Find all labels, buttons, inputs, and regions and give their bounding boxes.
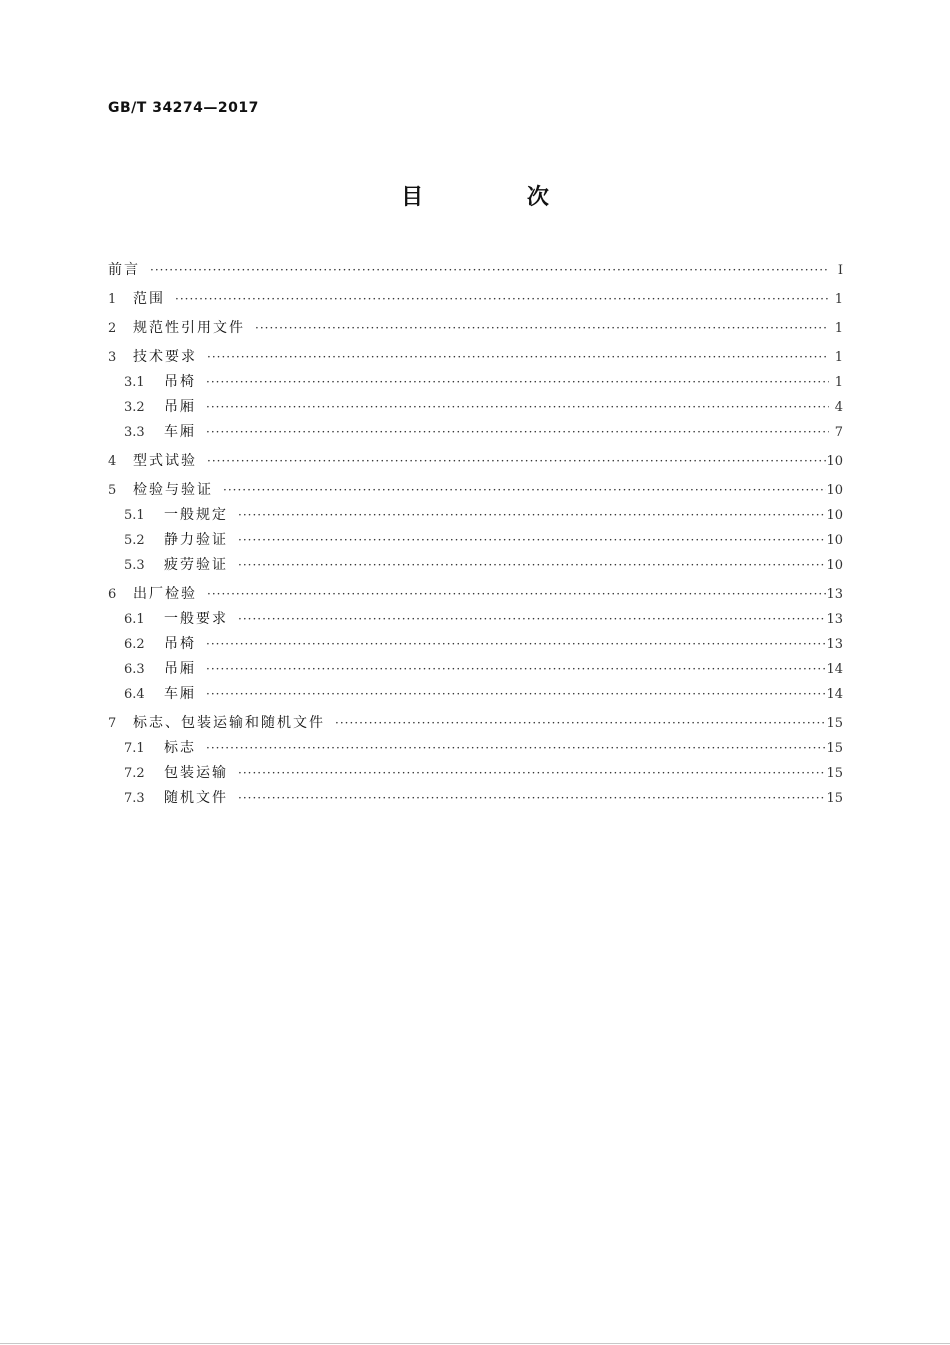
toc-entry-label: 吊厢 (164, 399, 196, 415)
toc-entry-page: 10 (826, 508, 843, 523)
toc-entry-number: 7.3 (124, 791, 145, 806)
toc-entry-page: 1 (834, 375, 843, 390)
toc-entry-page: 15 (826, 741, 843, 756)
toc-entry[interactable] (108, 607, 843, 632)
toc-entry-page: 10 (826, 533, 843, 548)
toc-entry[interactable] (108, 736, 843, 761)
toc-entry-page: 14 (826, 687, 843, 702)
toc-entry-number: 5 (108, 483, 117, 498)
toc-leader-dots (232, 786, 826, 811)
toc-entry-number: 6.4 (124, 687, 145, 702)
table-of-contents (108, 258, 843, 811)
toc-entry-page: 1 (834, 292, 843, 307)
toc-leader-dots (232, 761, 826, 786)
toc-entry-page: 4 (834, 400, 843, 415)
toc-entry-label: 吊椅 (164, 374, 196, 390)
standard-code: GB/T 34274—2017 (108, 100, 259, 116)
toc-entry-page: 15 (826, 716, 843, 731)
toc-entry[interactable] (108, 420, 843, 445)
toc-entry-label: 范围 (133, 291, 165, 307)
toc-entry-number: 3.3 (124, 425, 145, 440)
toc-leader-dots (201, 345, 829, 370)
toc-leader-dots (201, 582, 826, 607)
toc-entry[interactable] (108, 287, 843, 312)
toc-leader-dots (200, 682, 826, 707)
toc-entry-number: 7 (108, 716, 117, 731)
toc-leader-dots (217, 478, 826, 503)
toc-leader-dots (200, 736, 826, 761)
toc-entry[interactable] (108, 258, 843, 283)
toc-entry-label: 疲劳验证 (164, 557, 228, 573)
bottom-divider (0, 1343, 950, 1344)
toc-entry-number: 1 (108, 292, 117, 307)
toc-entry-label: 吊厢 (164, 661, 196, 677)
toc-entry[interactable] (108, 711, 843, 736)
toc-leader-dots (232, 607, 826, 632)
toc-leader-dots (232, 503, 826, 528)
toc-leader-dots (144, 258, 829, 283)
toc-entry[interactable] (108, 528, 843, 553)
toc-leader-dots (200, 395, 829, 420)
toc-entry[interactable] (108, 316, 843, 341)
toc-entry-number: 3.1 (124, 375, 145, 390)
toc-entry-page: Ⅰ (837, 263, 843, 278)
toc-entry-label: 随机文件 (164, 790, 228, 806)
toc-entry-label: 标志 (164, 740, 196, 756)
toc-entry[interactable] (108, 632, 843, 657)
toc-leader-dots (169, 287, 829, 312)
toc-leader-dots (329, 711, 826, 736)
toc-entry[interactable] (108, 786, 843, 811)
toc-entry-label: 静力验证 (164, 532, 228, 548)
toc-leader-dots (200, 420, 829, 445)
toc-entry[interactable] (108, 761, 843, 786)
toc-entry-number: 6 (108, 587, 117, 602)
toc-entry-number: 5.1 (124, 508, 145, 523)
toc-leader-dots (249, 316, 829, 341)
toc-entry-label: 前言 (108, 262, 140, 278)
toc-entry-label: 吊椅 (164, 636, 196, 652)
toc-entry-number: 5.2 (124, 533, 145, 548)
toc-leader-dots (200, 370, 829, 395)
toc-entry[interactable] (108, 582, 843, 607)
toc-entry-page: 15 (826, 766, 843, 781)
toc-entry-number: 7.1 (124, 741, 145, 756)
toc-entry-label: 一般要求 (164, 611, 228, 627)
toc-entry-number: 2 (108, 321, 117, 336)
toc-entry[interactable] (108, 503, 843, 528)
toc-entry[interactable] (108, 449, 843, 474)
toc-entry-page: 13 (826, 637, 843, 652)
toc-entry-label: 一般规定 (164, 507, 228, 523)
toc-entry-page: 1 (834, 350, 843, 365)
toc-entry-page: 13 (826, 612, 843, 627)
toc-entry-label: 车厢 (164, 686, 196, 702)
toc-entry-number: 5.3 (124, 558, 145, 573)
toc-entry-label: 技术要求 (133, 349, 197, 365)
toc-entry[interactable] (108, 395, 843, 420)
toc-entry[interactable] (108, 478, 843, 503)
toc-entry-number: 6.1 (124, 612, 145, 627)
toc-entry-page: 10 (826, 483, 843, 498)
toc-leader-dots (232, 528, 826, 553)
toc-entry[interactable] (108, 553, 843, 578)
toc-entry-number: 6.2 (124, 637, 145, 652)
toc-entry-page: 15 (826, 791, 843, 806)
toc-entry-number: 7.2 (124, 766, 145, 781)
toc-entry-page: 1 (834, 321, 843, 336)
toc-leader-dots (201, 449, 826, 474)
toc-entry-label: 型式试验 (133, 453, 197, 469)
toc-leader-dots (232, 553, 826, 578)
toc-entry-page: 7 (834, 425, 843, 440)
toc-entry-number: 4 (108, 454, 117, 469)
toc-entry-page: 14 (826, 662, 843, 677)
toc-entry-number: 3 (108, 350, 117, 365)
toc-entry[interactable] (108, 682, 843, 707)
toc-entry-label: 车厢 (164, 424, 196, 440)
toc-entry-label: 检验与验证 (133, 482, 213, 498)
toc-entry[interactable] (108, 370, 843, 395)
toc-entry-number: 3.2 (124, 400, 145, 415)
toc-entry[interactable] (108, 657, 843, 682)
toc-entry-number: 6.3 (124, 662, 145, 677)
toc-entry[interactable] (108, 345, 843, 370)
toc-entry-page: 10 (826, 558, 843, 573)
toc-entry-label: 包装运输 (164, 765, 228, 781)
toc-entry-label: 标志、包装运输和随机文件 (133, 715, 325, 731)
toc-entry-page: 13 (826, 587, 843, 602)
toc-leader-dots (200, 657, 826, 682)
page-title: 目 次 (401, 185, 597, 210)
toc-entry-page: 10 (826, 454, 843, 469)
toc-entry-label: 规范性引用文件 (133, 320, 245, 336)
toc-entry-label: 出厂检验 (133, 586, 197, 602)
toc-leader-dots (200, 632, 826, 657)
